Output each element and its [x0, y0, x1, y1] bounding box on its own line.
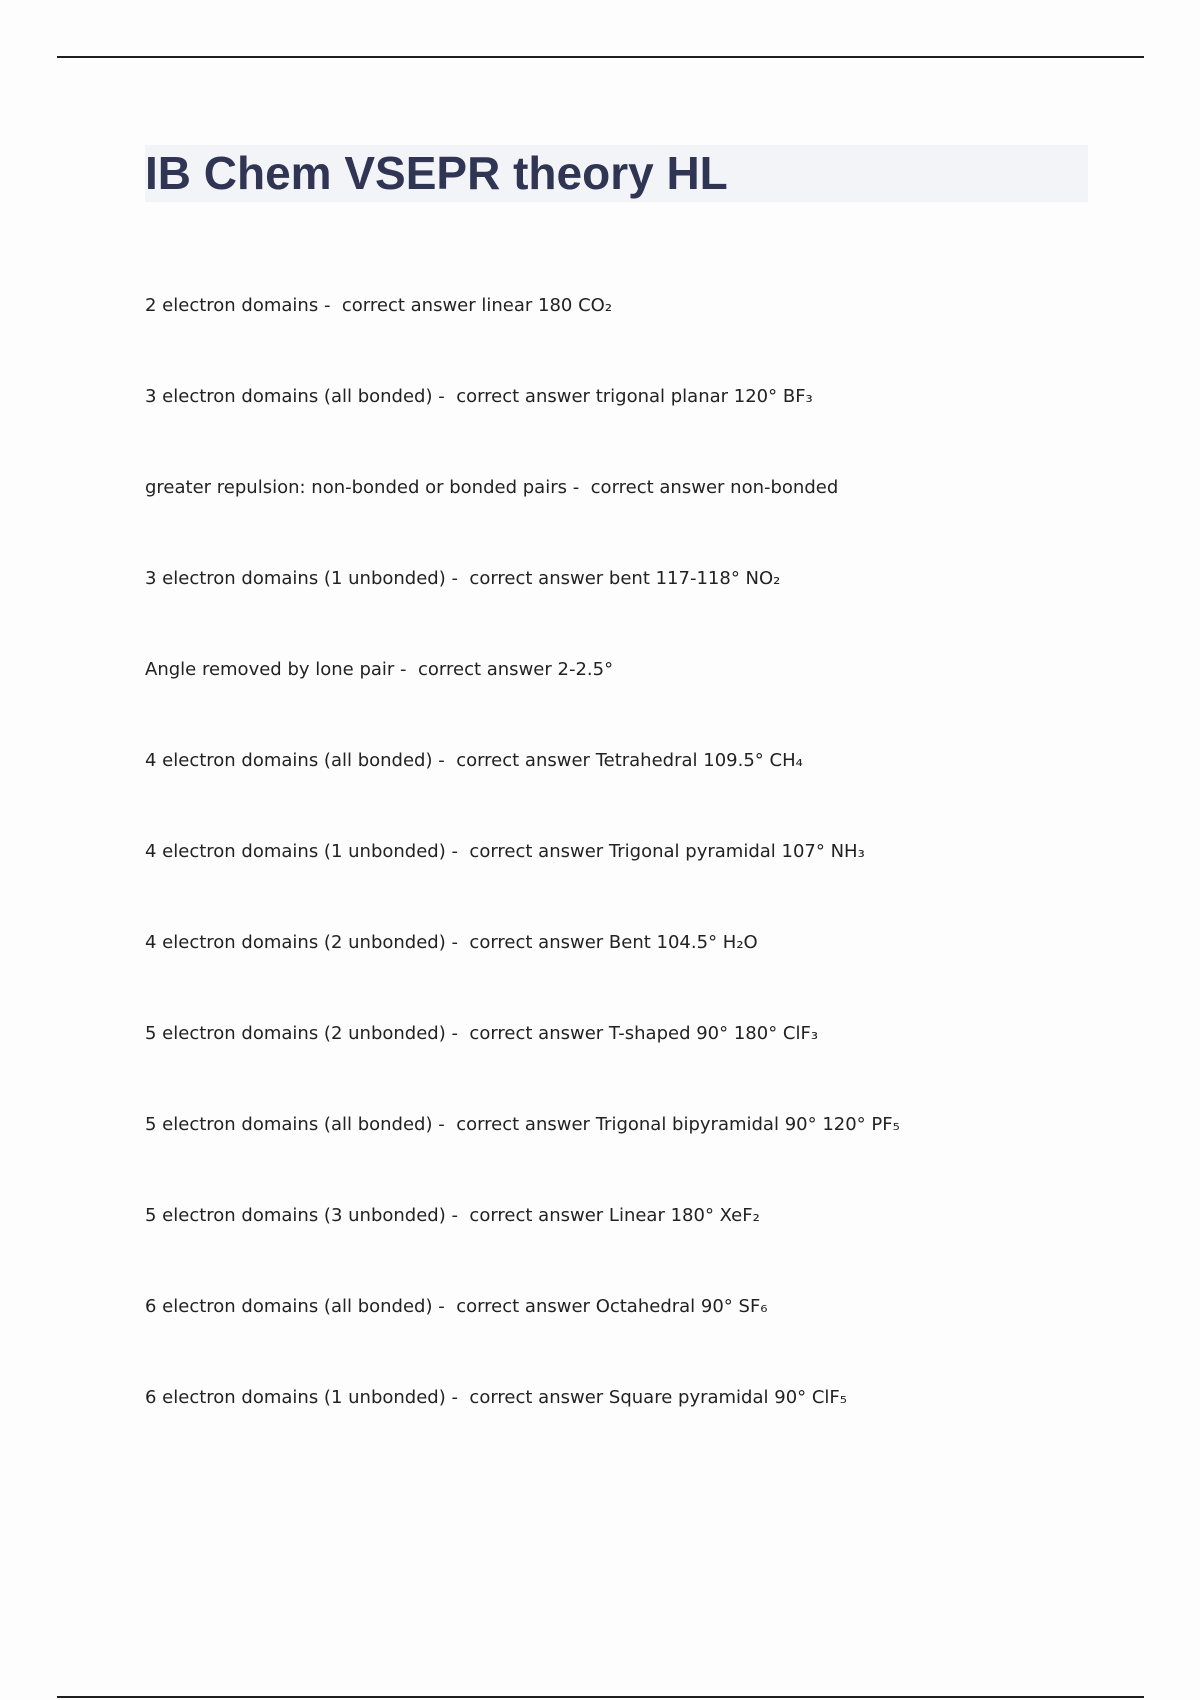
flashcard-item [145, 927, 1145, 1018]
flashcard-item [145, 563, 1145, 654]
flashcard-item [145, 472, 1145, 563]
flashcard-term: 4 electron domains (all bonded) - [145, 750, 456, 771]
flashcard-answer: Bent 104.5° H₂O [608, 932, 758, 953]
answer-prefix: correct answer [456, 750, 590, 771]
flashcard-term: 3 electron domains (1 unbonded) - [145, 568, 469, 589]
flashcard-answer: Tetrahedral 109.5° CH₄ [595, 750, 803, 771]
flashcard-answer: bent 117-118° NO₂ [608, 568, 781, 589]
answer-prefix: correct answer [590, 477, 725, 498]
flashcard-answer: Trigonal pyramidal 107° NH₃ [608, 841, 865, 862]
flashcard-answer: non-bonded [730, 477, 839, 498]
flashcard-answer: T-shaped 90° 180° ClF₃ [608, 1023, 819, 1044]
flashcard-item [145, 836, 1145, 927]
document-title: IB Chem VSEPR theory HL [145, 147, 728, 199]
header-rule [57, 56, 1144, 58]
answer-prefix: correct answer [456, 386, 590, 407]
flashcard-item [145, 381, 1145, 472]
flashcard-item [145, 1018, 1145, 1109]
answer-prefix: correct answer [418, 659, 552, 680]
answer-prefix: correct answer [469, 932, 604, 953]
flashcard-term: 2 electron domains - [145, 295, 342, 316]
answer-prefix: correct answer [469, 1387, 604, 1408]
flashcard-term: 4 electron domains (2 unbonded) - [145, 932, 469, 953]
answer-prefix: correct answer [469, 1205, 604, 1226]
flashcard-item [145, 1382, 1145, 1473]
flashcard-answer: Octahedral 90° SF₆ [595, 1296, 768, 1317]
flashcard-list [145, 290, 1145, 1473]
flashcard-term: Angle removed by lone pair - [145, 659, 418, 680]
answer-prefix: correct answer [469, 568, 604, 589]
answer-prefix: correct answer [341, 295, 476, 316]
flashcard-term: 5 electron domains (2 unbonded) - [145, 1023, 469, 1044]
flashcard-item [145, 290, 1145, 381]
flashcard-term: greater repulsion: non-bonded or bonded pairs - [145, 477, 591, 498]
flashcard-term: 4 electron domains (1 unbonded) - [145, 841, 469, 862]
flashcard-item [145, 654, 1145, 745]
flashcard-answer: 2-2.5° [557, 659, 614, 680]
flashcard-answer: linear 180 CO₂ [481, 295, 613, 316]
answer-prefix: correct answer [469, 841, 604, 862]
flashcard-term: 5 electron domains (3 unbonded) - [145, 1205, 469, 1226]
flashcard-answer: trigonal planar 120° BF₃ [595, 386, 813, 407]
answer-prefix: correct answer [456, 1296, 590, 1317]
flashcard-item [145, 1109, 1145, 1200]
flashcard-term: 3 electron domains (all bonded) - [145, 386, 456, 407]
footer-rule [57, 1696, 1144, 1698]
answer-prefix: correct answer [469, 1023, 604, 1044]
flashcard-term: 6 electron domains (1 unbonded) - [145, 1387, 469, 1408]
flashcard-item [145, 1291, 1145, 1382]
flashcard-answer: Square pyramidal 90° ClF₅ [608, 1387, 847, 1408]
flashcard-item [145, 1200, 1145, 1291]
flashcard-item [145, 745, 1145, 836]
flashcard-term: 5 electron domains (all bonded) - [145, 1114, 456, 1135]
flashcard-answer: Trigonal bipyramidal 90° 120° PF₅ [595, 1114, 900, 1135]
answer-prefix: correct answer [456, 1114, 590, 1135]
flashcard-term: 6 electron domains (all bonded) - [145, 1296, 456, 1317]
flashcard-answer: Linear 180° XeF₂ [608, 1205, 760, 1226]
